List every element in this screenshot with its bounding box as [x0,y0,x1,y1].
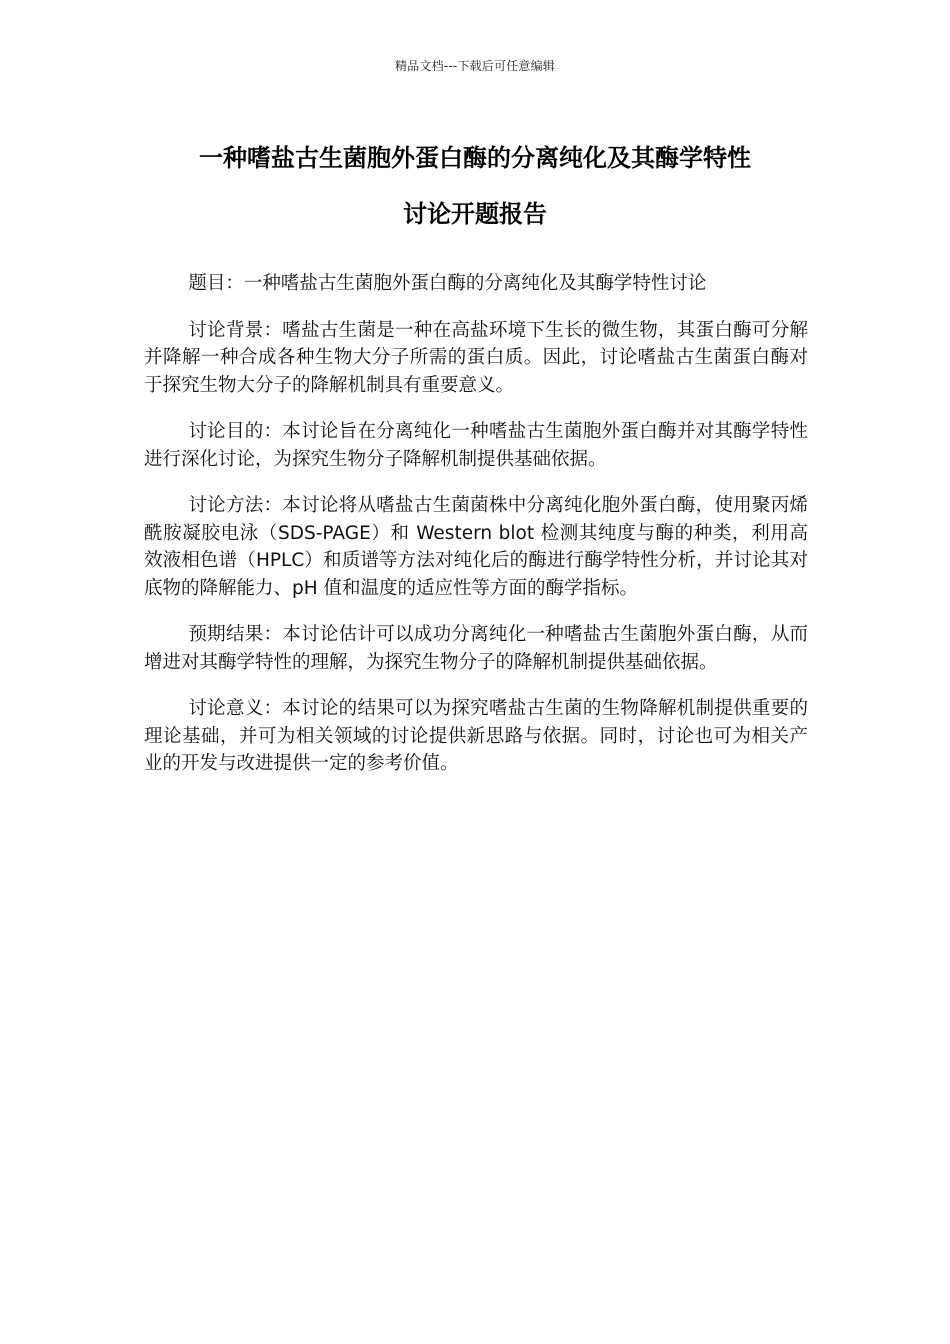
title-line-1: 一种嗜盐古生菌胞外蛋白酶的分离纯化及其酶学特性 [199,144,751,172]
document-body [144,270,808,797]
paragraph-method: 讨论方法：本讨论将从嗜盐古生菌菌株中分离纯化胞外蛋白酶，使用聚丙烯酰胺凝胶电泳（SDS-PAGE）和 Western blot 检测其纯度与酶的种类，利用高效液相色谱（HPLC）和质谱等方法对纯化后的酶进行酶学特性分析，并讨论其对底物的降解能力、pH 值和温度的适应性等方面的酶学指标。 [144,495,808,599]
header-note: 精品文档---下载后可任意编辑 [395,59,555,73]
paragraph-expected-results: 预期结果：本讨论估计可以成功分离纯化一种嗜盐古生菌胞外蛋白酶，从而增进对其酶学特性的理解，为探究生物分子的降解机制提供基础依据。 [144,624,808,673]
paragraph-background: 讨论背景：嗜盐古生菌是一种在高盐环境下生长的微生物，其蛋白酶可分解并降解一种合成各种生物大分子所需的蛋白质。因此，讨论嗜盐古生菌蛋白酶对于探究生物大分子的降解机制具有重要意义。 [144,319,808,396]
title-line-2: 讨论开题报告 [403,200,547,228]
paragraph-purpose: 讨论目的：本讨论旨在分离纯化一种嗜盐古生菌胞外蛋白酶并对其酶学特性进行深化讨论，为探究生物分子降解机制提供基础依据。 [144,421,808,470]
paragraph-topic: 题目：一种嗜盐古生菌胞外蛋白酶的分离纯化及其酶学特性讨论 [188,273,707,294]
document-title [120,130,830,242]
paragraph-significance: 讨论意义：本讨论的结果可以为探究嗜盐古生菌的生物降解机制提供重要的理论基础，并可为相关领域的讨论提供新思路与依据。同时，讨论也可为相关产业的开发与改进提供一定的参考价值。 [144,698,808,774]
